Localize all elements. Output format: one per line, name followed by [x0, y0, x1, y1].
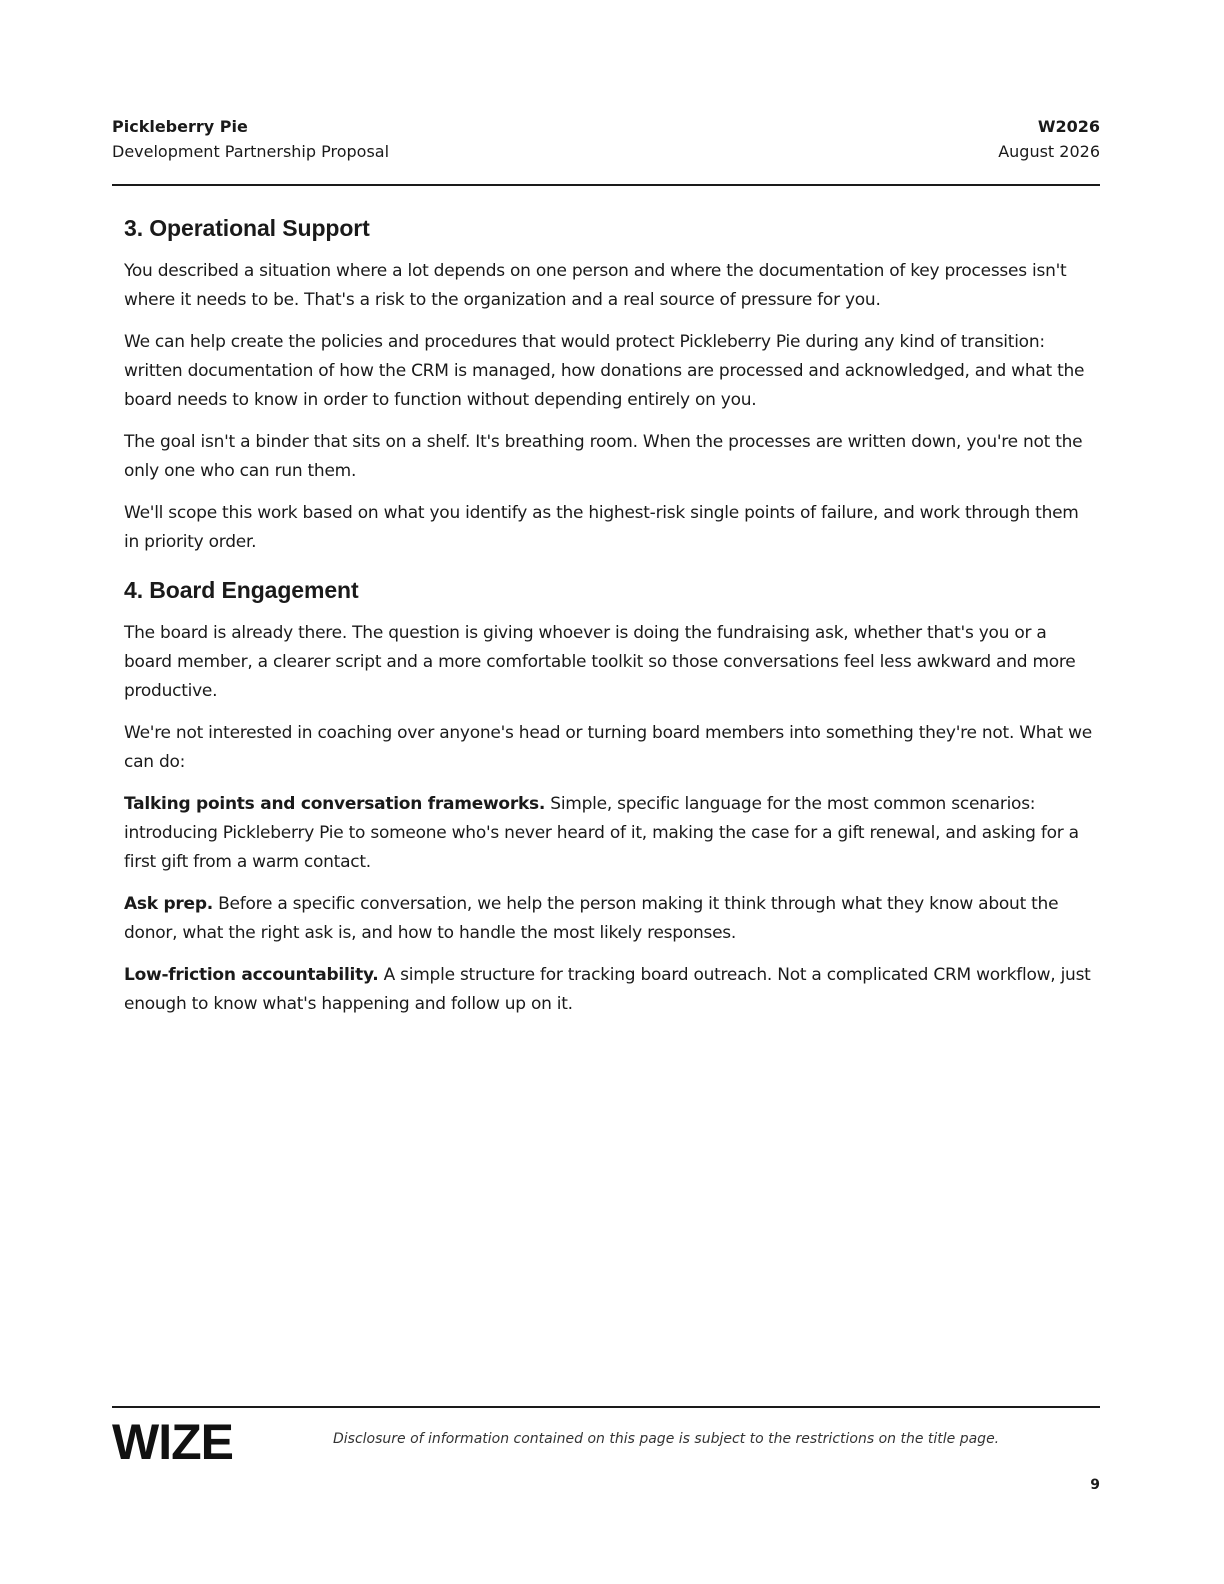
- page-header: [112, 115, 1100, 186]
- header-left: [112, 115, 389, 163]
- item-text: Simple, specific language for the most common scenarios: introducing Pickleberry Pie to someone who's never heard of it, making the case for a gift renewal, and asking for a first gift from a warm contact.: [124, 794, 1079, 872]
- document-title: Development Partnership Proposal: [112, 142, 390, 161]
- disclaimer-text: Disclosure of information contained on this page is subject to the restrictions on the title page.: [333, 1431, 1000, 1447]
- paragraph: We're not interested in coaching over anyone's head or turning board members into something they're not. What we can do:: [124, 723, 1092, 772]
- paragraph: The goal isn't a binder that sits on a shelf. It's breathing room. When the processes are written down, you're not the only one who can run them.: [124, 432, 1083, 481]
- item-lead: Talking points and conversation frameworks.: [124, 794, 546, 814]
- header-right: [998, 115, 1100, 163]
- company-logo: WIZE: [112, 1414, 233, 1470]
- item-text: A simple structure for tracking board outreach. Not a complicated CRM workflow, just enough to know what's happening and follow up on it.: [124, 965, 1091, 1014]
- paragraph: You described a situation where a lot depends on one person and where the documentation of key processes isn't where it needs to be. That's a risk to the organization and a real source of pressure for you.: [124, 261, 1067, 310]
- item-lead: Ask prep.: [124, 894, 213, 914]
- page-content: [124, 213, 1094, 1032]
- paragraph: We can help create the policies and procedures that would protect Pickleberry Pie during any kind of transition: written documentation of how the CRM is managed, how donations are processed and acknowledged, and what the board needs to know in order to function without depending entirely on you.: [124, 332, 1085, 410]
- page-number: 9: [1090, 1477, 1100, 1493]
- item-text: Before a specific conversation, we help the person making it think through what they know about the donor, what the right ask is, and how to handle the most likely responses.: [124, 894, 1059, 943]
- document-code: W2026: [1037, 117, 1100, 136]
- org-name: Pickleberry Pie: [112, 117, 248, 136]
- section-heading-operational-support: 3. Operational Support: [124, 215, 370, 241]
- paragraph: We'll scope this work based on what you identify as the highest-risk single points of failure, and work through them in priority order.: [124, 503, 1079, 552]
- paragraph: The board is already there. The question is giving whoever is doing the fundraising ask, whether that's you or a board member, a clearer script and a more comfortable toolkit so those conversations feel less awkward and more productive.: [124, 623, 1076, 701]
- list-item: [124, 790, 1094, 877]
- page-footer: [112, 1406, 1100, 1468]
- item-lead: Low-friction accountability.: [124, 965, 379, 985]
- section-heading-board-engagement: 4. Board Engagement: [124, 577, 359, 603]
- list-item: [124, 961, 1094, 1019]
- document-date: August 2026: [998, 142, 1100, 161]
- list-item: [124, 890, 1094, 948]
